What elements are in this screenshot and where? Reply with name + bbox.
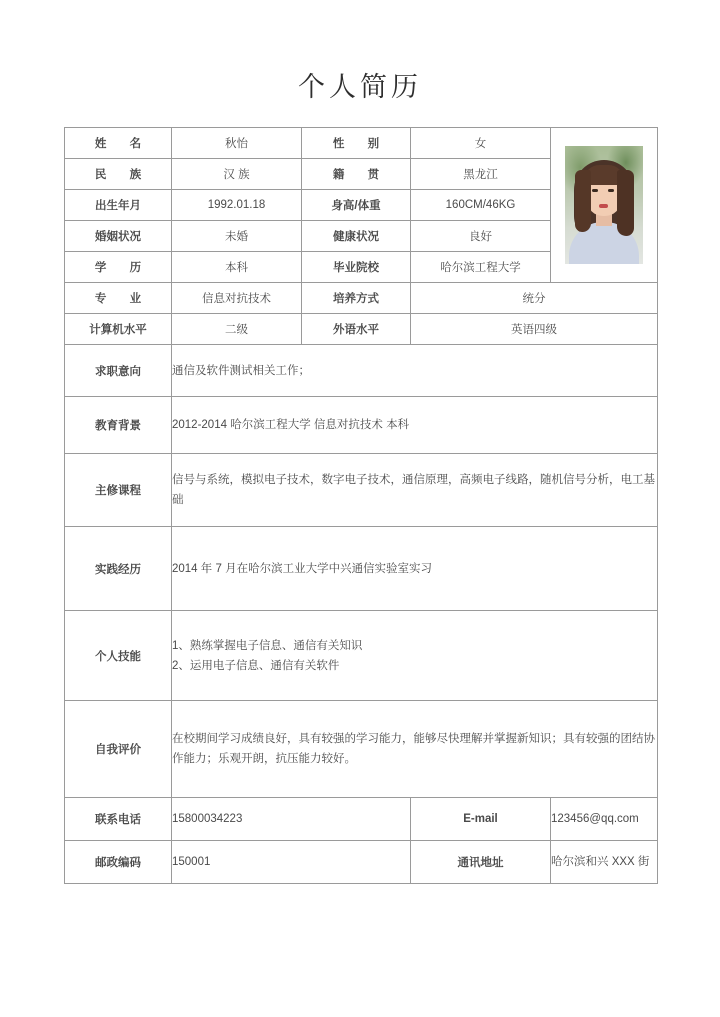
- table-row-contact-address: [65, 841, 658, 884]
- table-row-practice: [65, 527, 658, 611]
- table-row-skills: [65, 611, 658, 701]
- label-marital-status: 婚姻状况: [65, 221, 172, 252]
- value-computer-level: 二级: [172, 314, 302, 345]
- label-education-level: 学 历: [65, 252, 172, 283]
- value-email: 123456@qq.com: [551, 798, 658, 841]
- label-training-mode: 培养方式: [302, 283, 411, 314]
- table-row-courses: [65, 454, 658, 527]
- value-gender: 女: [411, 128, 551, 159]
- value-skills: [172, 611, 658, 701]
- skills-line-2: 2、运用电子信息、通信有关软件: [172, 659, 340, 672]
- value-postcode: 150001: [172, 841, 411, 884]
- label-gender: 性 别: [302, 128, 411, 159]
- avatar: [565, 146, 643, 264]
- photo-hair-right: [617, 170, 634, 236]
- table-row-contact-phone: [65, 798, 658, 841]
- label-computer-level: 计算机水平: [65, 314, 172, 345]
- resume-table: [64, 127, 658, 884]
- label-phone: 联系电话: [65, 798, 172, 841]
- label-birth-date: 出生年月: [65, 190, 172, 221]
- photo-eye-left: [592, 189, 598, 192]
- label-education-background: 教育背景: [65, 397, 172, 454]
- value-height-weight: 160CM/46KG: [411, 190, 551, 221]
- label-email: E-mail: [411, 798, 551, 841]
- photo-cell: [551, 128, 658, 283]
- value-school: 哈尔滨工程大学: [411, 252, 551, 283]
- label-native-place: 籍 贯: [302, 159, 411, 190]
- value-health-status: 良好: [411, 221, 551, 252]
- value-name: 秋怡: [172, 128, 302, 159]
- value-marital-status: 未婚: [172, 221, 302, 252]
- label-skills: 个人技能: [65, 611, 172, 701]
- label-ethnicity: 民 族: [65, 159, 172, 190]
- page-title: 个人简历: [298, 72, 422, 102]
- value-self-evaluation: 在校期间学习成绩良好，具有较强的学习能力，能够尽快理解并掌握新知识；具有较强的团结协作能力；乐观开朗，抗压能力较好。: [172, 701, 658, 798]
- table-row-education: [65, 397, 658, 454]
- value-job-intention: 通信及软件测试相关工作；: [172, 345, 658, 397]
- value-address: 哈尔滨和兴 XXX 街: [551, 841, 658, 884]
- label-postcode: 邮政编码: [65, 841, 172, 884]
- photo-hair-left: [575, 170, 591, 232]
- value-training-mode: 统分: [411, 283, 658, 314]
- photo-eye-right: [608, 189, 614, 192]
- label-height-weight: 身高/体重: [302, 190, 411, 221]
- table-row: [65, 283, 658, 314]
- value-courses: 信号与系统，模拟电子技术，数字电子技术，通信原理，高频电子线路，随机信号分析，电工基础: [172, 454, 658, 527]
- table-row: [65, 314, 658, 345]
- label-language-level: 外语水平: [302, 314, 411, 345]
- value-birth-date: 1992.01.18: [172, 190, 302, 221]
- label-job-intention: 求职意向: [65, 345, 172, 397]
- value-language-level: 英语四级: [411, 314, 658, 345]
- label-school: 毕业院校: [302, 252, 411, 283]
- label-major: 专 业: [65, 283, 172, 314]
- value-education-level: 本科: [172, 252, 302, 283]
- photo-lips: [599, 204, 608, 208]
- label-name: 姓 名: [65, 128, 172, 159]
- label-practice: 实践经历: [65, 527, 172, 611]
- value-practice: 2014 年 7 月在哈尔滨工业大学中兴通信实验室实习: [172, 527, 658, 611]
- value-education-background: 2012-2014 哈尔滨工程大学 信息对抗技术 本科: [172, 397, 658, 454]
- photo-wrapper: [551, 140, 657, 270]
- skills-line-1: 1、熟练掌握电子信息、通信有关知识: [172, 639, 363, 652]
- label-health-status: 健康状况: [302, 221, 411, 252]
- table-row: [65, 128, 658, 159]
- value-native-place: 黑龙江: [411, 159, 551, 190]
- label-address: 通讯地址: [411, 841, 551, 884]
- table-row-self-evaluation: [65, 701, 658, 798]
- table-row-job-intention: [65, 345, 658, 397]
- value-ethnicity: 汉 族: [172, 159, 302, 190]
- label-courses: 主修课程: [65, 454, 172, 527]
- value-major: 信息对抗技术: [172, 283, 302, 314]
- value-phone: 15800034223: [172, 798, 411, 841]
- label-self-evaluation: 自我评价: [65, 701, 172, 798]
